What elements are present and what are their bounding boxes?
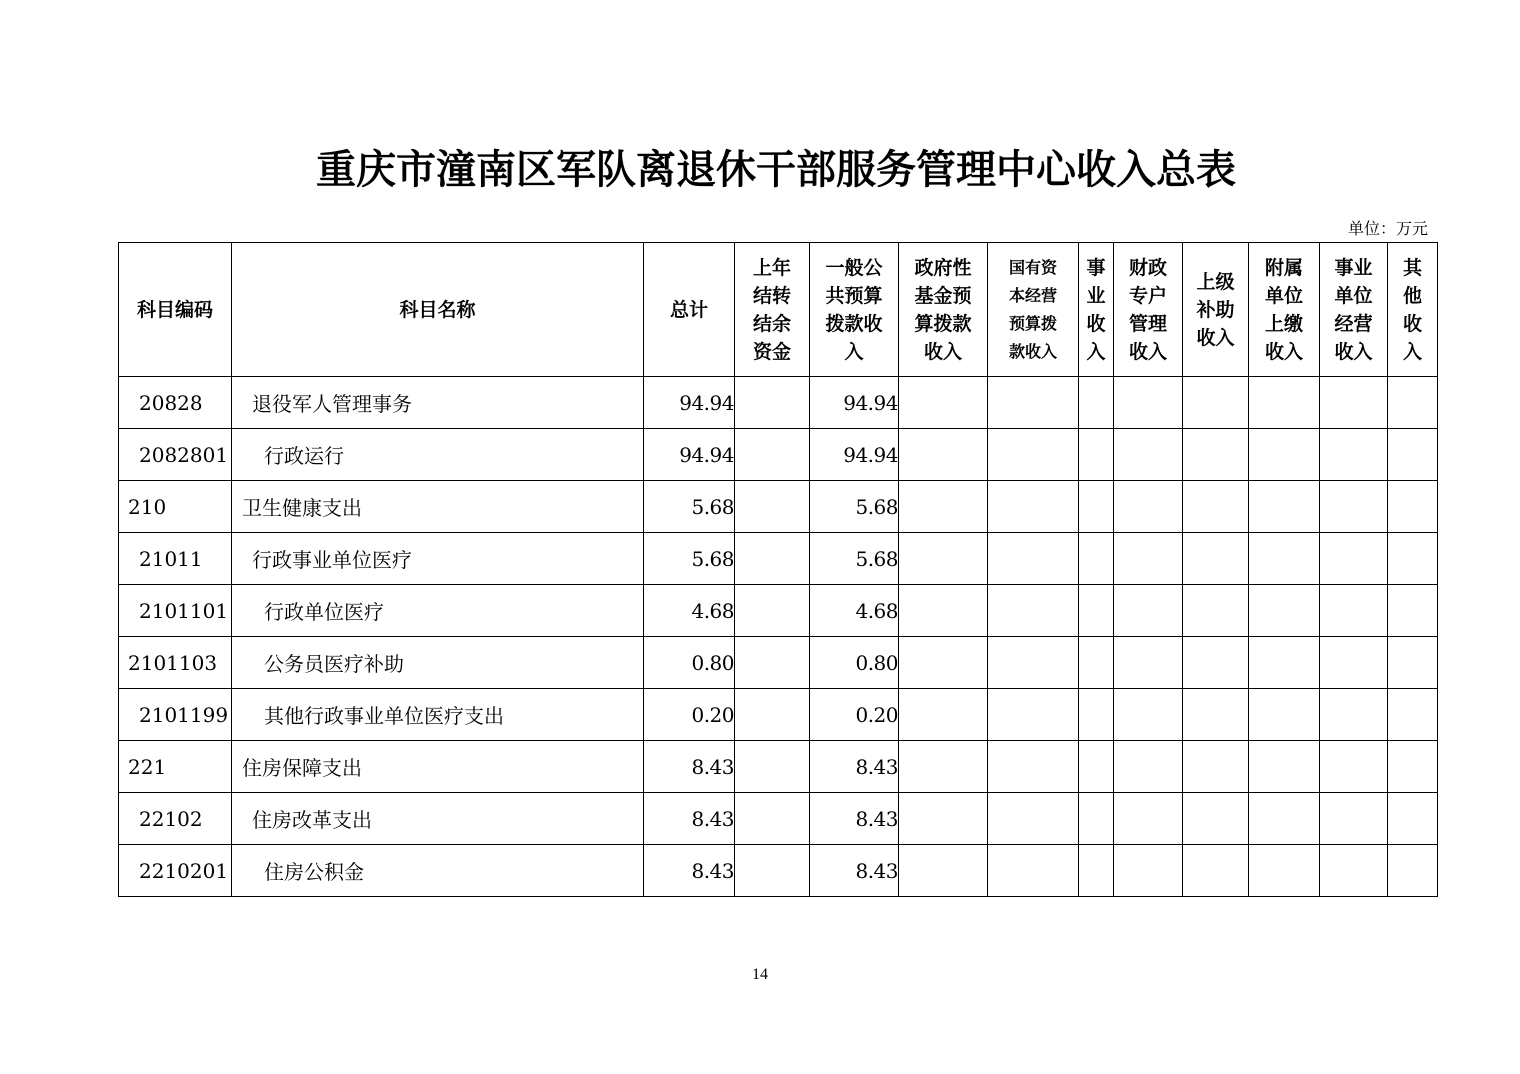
cell-special-account (1114, 741, 1183, 793)
cell-total: 0.80 (644, 637, 735, 689)
cell-affiliated-unit (1249, 845, 1320, 897)
cell-name: 行政运行 (232, 429, 644, 481)
table-row (119, 533, 1438, 585)
cell-affiliated-unit (1249, 741, 1320, 793)
cell-name: 卫生健康支出 (232, 481, 644, 533)
cell-state-capital (988, 689, 1079, 741)
cell-state-capital (988, 429, 1079, 481)
cell-business-operation (1320, 377, 1388, 429)
cell-code: 2101199 (119, 689, 232, 741)
table-row (119, 637, 1438, 689)
cell-name: 住房改革支出 (232, 793, 644, 845)
unit-label: 单位：万元 (1347, 219, 1428, 238)
cell-gov-fund (899, 793, 988, 845)
table-row (119, 689, 1438, 741)
cell-carryover (735, 741, 810, 793)
cell-business-operation (1320, 533, 1388, 585)
cell-business-income (1079, 845, 1114, 897)
cell-state-capital (988, 741, 1079, 793)
header-other-income: 其他收入 (1388, 243, 1438, 377)
header-state-capital: 国有资本经营预算拨款收入 (988, 243, 1079, 377)
cell-superior-subsidy (1183, 689, 1249, 741)
cell-carryover (735, 481, 810, 533)
header-superior-subsidy: 上级补助收入 (1183, 243, 1249, 377)
cell-gov-fund (899, 585, 988, 637)
cell-affiliated-unit (1249, 585, 1320, 637)
cell-total: 8.43 (644, 793, 735, 845)
cell-affiliated-unit (1249, 689, 1320, 741)
cell-business-operation (1320, 637, 1388, 689)
cell-code: 2101103 (119, 637, 232, 689)
cell-special-account (1114, 689, 1183, 741)
cell-superior-subsidy (1183, 377, 1249, 429)
cell-state-capital (988, 377, 1079, 429)
cell-other-income (1388, 637, 1438, 689)
cell-special-account (1114, 845, 1183, 897)
cell-special-account (1114, 637, 1183, 689)
table-row (119, 793, 1438, 845)
cell-business-income (1079, 429, 1114, 481)
cell-code: 21011 (119, 533, 232, 585)
cell-affiliated-unit (1249, 637, 1320, 689)
cell-business-income (1079, 741, 1114, 793)
cell-special-account (1114, 377, 1183, 429)
table-row (119, 481, 1438, 533)
cell-business-operation (1320, 845, 1388, 897)
cell-carryover (735, 429, 810, 481)
cell-total: 0.20 (644, 689, 735, 741)
cell-affiliated-unit (1249, 793, 1320, 845)
cell-business-operation (1320, 429, 1388, 481)
income-summary-table (118, 242, 1438, 897)
cell-business-income (1079, 377, 1114, 429)
cell-name: 公务员医疗补助 (232, 637, 644, 689)
cell-other-income (1388, 481, 1438, 533)
cell-general-budget: 4.68 (810, 585, 899, 637)
table-header-row (119, 243, 1438, 377)
cell-name: 退役军人管理事务 (232, 377, 644, 429)
table-row (119, 429, 1438, 481)
cell-carryover (735, 533, 810, 585)
cell-carryover (735, 793, 810, 845)
cell-gov-fund (899, 481, 988, 533)
header-business-operation: 事业单位经营收入 (1320, 243, 1388, 377)
cell-special-account (1114, 481, 1183, 533)
cell-carryover (735, 585, 810, 637)
cell-business-income (1079, 585, 1114, 637)
cell-gov-fund (899, 377, 988, 429)
cell-general-budget: 5.68 (810, 533, 899, 585)
cell-business-operation (1320, 741, 1388, 793)
cell-general-budget: 94.94 (810, 429, 899, 481)
cell-superior-subsidy (1183, 845, 1249, 897)
cell-superior-subsidy (1183, 585, 1249, 637)
cell-code: 2082801 (119, 429, 232, 481)
cell-gov-fund (899, 741, 988, 793)
cell-total: 94.94 (644, 429, 735, 481)
cell-other-income (1388, 585, 1438, 637)
page-number: 14 (752, 966, 768, 983)
header-code: 科目编码 (119, 243, 232, 377)
cell-affiliated-unit (1249, 429, 1320, 481)
cell-state-capital (988, 585, 1079, 637)
cell-business-operation (1320, 793, 1388, 845)
cell-other-income (1388, 741, 1438, 793)
cell-name: 行政事业单位医疗 (232, 533, 644, 585)
cell-business-operation (1320, 481, 1388, 533)
cell-other-income (1388, 533, 1438, 585)
header-total: 总计 (644, 243, 735, 377)
cell-state-capital (988, 637, 1079, 689)
cell-gov-fund (899, 689, 988, 741)
cell-superior-subsidy (1183, 637, 1249, 689)
cell-affiliated-unit (1249, 377, 1320, 429)
cell-total: 5.68 (644, 533, 735, 585)
cell-general-budget: 0.80 (810, 637, 899, 689)
cell-state-capital (988, 845, 1079, 897)
cell-total: 4.68 (644, 585, 735, 637)
header-special-account: 财政专户管理收入 (1114, 243, 1183, 377)
header-name: 科目名称 (232, 243, 644, 377)
cell-other-income (1388, 793, 1438, 845)
cell-state-capital (988, 533, 1079, 585)
cell-general-budget: 0.20 (810, 689, 899, 741)
header-carryover: 上年结转结余资金 (735, 243, 810, 377)
cell-superior-subsidy (1183, 741, 1249, 793)
cell-business-income (1079, 481, 1114, 533)
cell-total: 5.68 (644, 481, 735, 533)
cell-affiliated-unit (1249, 533, 1320, 585)
cell-code: 20828 (119, 377, 232, 429)
header-business-income: 事业收入 (1079, 243, 1114, 377)
table-row (119, 377, 1438, 429)
cell-special-account (1114, 533, 1183, 585)
cell-special-account (1114, 793, 1183, 845)
cell-superior-subsidy (1183, 533, 1249, 585)
cell-gov-fund (899, 429, 988, 481)
cell-code: 210 (119, 481, 232, 533)
cell-total: 8.43 (644, 741, 735, 793)
table-row (119, 585, 1438, 637)
cell-superior-subsidy (1183, 793, 1249, 845)
header-gov-fund: 政府性基金预算拨款收入 (899, 243, 988, 377)
cell-total: 8.43 (644, 845, 735, 897)
cell-code: 2210201 (119, 845, 232, 897)
cell-special-account (1114, 585, 1183, 637)
cell-carryover (735, 845, 810, 897)
cell-business-operation (1320, 585, 1388, 637)
cell-business-income (1079, 689, 1114, 741)
cell-special-account (1114, 429, 1183, 481)
cell-other-income (1388, 689, 1438, 741)
cell-other-income (1388, 429, 1438, 481)
cell-general-budget: 8.43 (810, 793, 899, 845)
cell-general-budget: 5.68 (810, 481, 899, 533)
cell-code: 2101101 (119, 585, 232, 637)
cell-gov-fund (899, 845, 988, 897)
cell-superior-subsidy (1183, 429, 1249, 481)
cell-other-income (1388, 377, 1438, 429)
cell-state-capital (988, 481, 1079, 533)
cell-general-budget: 94.94 (810, 377, 899, 429)
cell-general-budget: 8.43 (810, 741, 899, 793)
cell-general-budget: 8.43 (810, 845, 899, 897)
cell-affiliated-unit (1249, 481, 1320, 533)
cell-business-operation (1320, 689, 1388, 741)
cell-gov-fund (899, 533, 988, 585)
table-row (119, 741, 1438, 793)
cell-carryover (735, 689, 810, 741)
table-row (119, 845, 1438, 897)
header-general-budget: 一般公共预算拨款收入 (810, 243, 899, 377)
cell-name: 其他行政事业单位医疗支出 (232, 689, 644, 741)
cell-name: 住房公积金 (232, 845, 644, 897)
cell-name: 行政单位医疗 (232, 585, 644, 637)
cell-carryover (735, 637, 810, 689)
cell-other-income (1388, 845, 1438, 897)
cell-gov-fund (899, 637, 988, 689)
cell-business-income (1079, 637, 1114, 689)
cell-state-capital (988, 793, 1079, 845)
cell-code: 221 (119, 741, 232, 793)
cell-business-income (1079, 533, 1114, 585)
page-title: 重庆市潼南区军队离退休干部服务管理中心收入总表 (316, 146, 1236, 193)
cell-name: 住房保障支出 (232, 741, 644, 793)
cell-code: 22102 (119, 793, 232, 845)
cell-superior-subsidy (1183, 481, 1249, 533)
cell-business-income (1079, 793, 1114, 845)
header-affiliated-unit: 附属单位上缴收入 (1249, 243, 1320, 377)
cell-total: 94.94 (644, 377, 735, 429)
cell-carryover (735, 377, 810, 429)
